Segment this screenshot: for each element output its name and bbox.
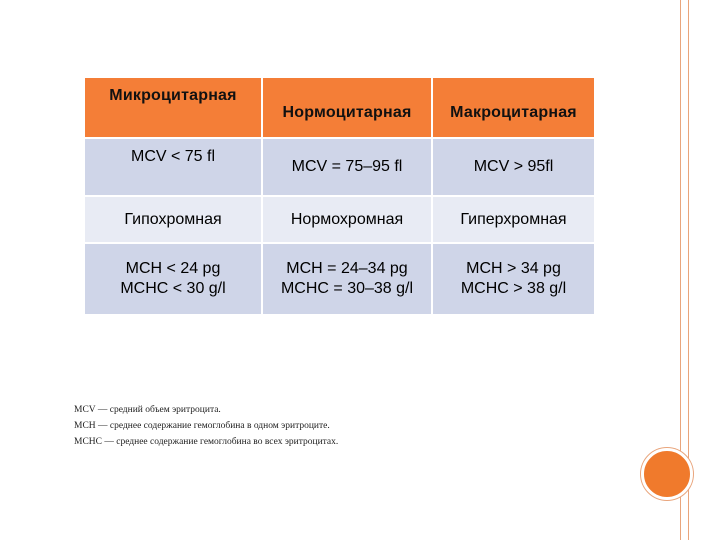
mch-value: MCH = 24–34 pg [286, 260, 408, 277]
cell-value: MCV < 75 fl [130, 148, 216, 165]
chromia-hypochromic [85, 197, 261, 242]
header-macrocytic [433, 78, 594, 137]
cell-value: Нормохромная [290, 210, 404, 228]
decorative-circle [641, 448, 693, 500]
header-label: Макроцитарная [450, 103, 577, 121]
cell-value: MCV = 75–95 fl [291, 158, 403, 175]
chromia-normochromic [263, 197, 431, 242]
mchc-value: MCHC = 30–38 g/l [280, 280, 414, 297]
header-label: Нормоцитарная [282, 103, 412, 121]
mch-value: MCH > 34 pg [466, 260, 561, 277]
mcv-normocytic [263, 139, 431, 195]
header-label: Микроцитарная [109, 87, 237, 104]
header-normocytic [263, 78, 431, 137]
mcv-microcytic [85, 139, 261, 195]
mchc-value: MCHC > 38 g/l [460, 280, 567, 297]
mchc-value: MCHC < 30 g/l [120, 280, 226, 297]
cell-value: MCV > 95fl [473, 158, 554, 175]
footnotes [74, 402, 514, 450]
footnote-mch: MCH — среднее содержание гемоглобина в одном эритроците. [74, 421, 330, 431]
chromia-hyperchromic [433, 197, 594, 242]
mcv-macrocytic [433, 139, 594, 195]
cell-value: Гипохромная [124, 210, 222, 228]
cell-value: Гиперхромная [460, 210, 567, 228]
mch-mchc-microcytic [85, 244, 261, 314]
mch-mchc-normocytic [263, 244, 431, 314]
mch-value: MCH < 24 pg [125, 260, 221, 277]
footnote-mchc: MCHC — среднее содержание гемоглобина во всех эритроцитах. [74, 437, 339, 447]
mch-mchc-macrocytic [433, 244, 594, 314]
footnote-mcv: MCV — средний объем эритроцита. [74, 405, 221, 415]
header-microcytic [85, 78, 261, 137]
